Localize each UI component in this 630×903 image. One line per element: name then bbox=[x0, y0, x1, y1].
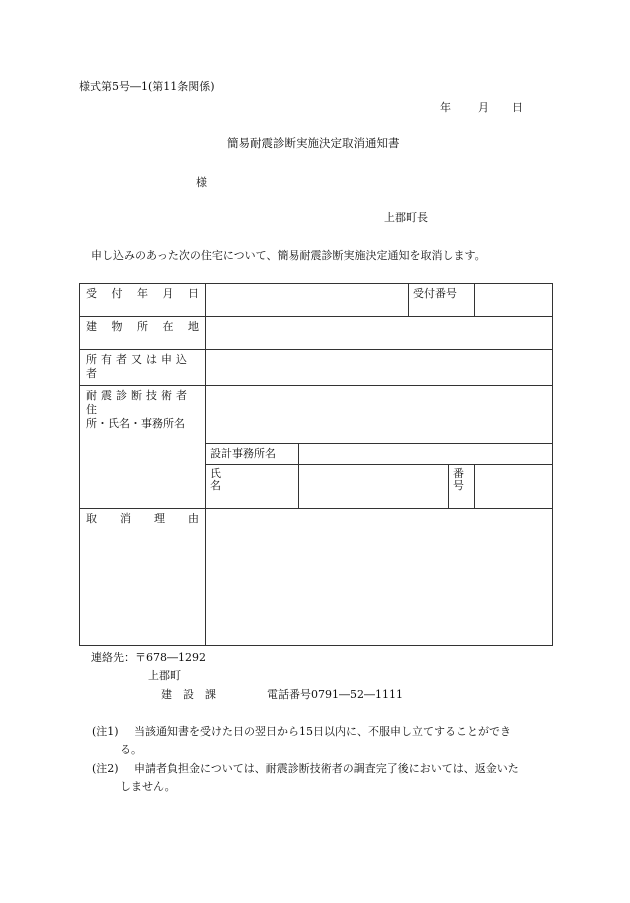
form-number: 様式第5号―1(第11条関係) bbox=[79, 80, 215, 93]
cancel-reason-label-cell bbox=[80, 509, 206, 646]
engineer-address-field[interactable] bbox=[206, 386, 553, 444]
receipt-date-label-char: 付 bbox=[111, 287, 123, 300]
cancel-reason-field[interactable] bbox=[206, 509, 553, 646]
design-office-field[interactable] bbox=[299, 444, 553, 465]
engineer-label-line1: 耐震診断技術者住 bbox=[86, 389, 191, 416]
name-label-char: 氏 bbox=[210, 467, 221, 480]
note-2-line1: 申請者負担金については、耐震診断技術者の調査完了後においては、返金いた bbox=[134, 762, 519, 775]
cancel-reason-label-char: 取 bbox=[86, 512, 97, 525]
engineer-label-cell bbox=[80, 386, 206, 509]
number-label-char: 号 bbox=[453, 479, 465, 492]
number-label-char: 番 bbox=[453, 467, 465, 480]
receipt-date-label-char: 年 bbox=[137, 287, 148, 300]
building-location-field[interactable] bbox=[206, 317, 553, 350]
building-location-label-cell bbox=[80, 317, 206, 350]
contact-department: 建 設 課 bbox=[161, 688, 216, 701]
cancel-reason-label-char: 理 bbox=[154, 512, 165, 525]
notification-form-table bbox=[79, 283, 553, 646]
engineer-label-line2: 所・氏名・事務所名 bbox=[86, 417, 185, 430]
note-1-line2: る。 bbox=[120, 743, 142, 756]
receipt-number-field[interactable] bbox=[475, 284, 553, 317]
contact-label: 連絡先：〒678―1292 bbox=[91, 651, 206, 664]
body-text: 申し込みのあった次の住宅について、簡易耐震診断実施決定通知を取消します。 bbox=[91, 249, 486, 262]
owner-label: 所有者又は申込者 bbox=[80, 350, 206, 386]
note-1-marker: (注1) bbox=[92, 725, 119, 738]
receipt-date-field[interactable] bbox=[206, 284, 409, 317]
cancel-reason-label-char: 消 bbox=[120, 512, 131, 525]
engineer-name-label-cell bbox=[206, 465, 299, 509]
receipt-date-label-char: 日 bbox=[188, 287, 199, 300]
building-location-label-char: 物 bbox=[111, 320, 123, 333]
receipt-date-label-char: 受 bbox=[86, 287, 97, 300]
note-2-line2: しません。 bbox=[120, 780, 176, 793]
receipt-date-label-cell bbox=[80, 284, 206, 317]
engineer-number-field[interactable] bbox=[475, 465, 553, 509]
name-label-char: 名 bbox=[210, 479, 221, 492]
date-year-label: 年 bbox=[440, 101, 451, 114]
cancel-reason-label-char: 由 bbox=[188, 512, 199, 525]
engineer-name-field[interactable] bbox=[299, 465, 449, 509]
design-office-label: 設計事務所名 bbox=[206, 444, 299, 465]
owner-field[interactable] bbox=[206, 350, 553, 386]
issuer-name: 上郡町長 bbox=[384, 211, 428, 224]
document-title: 簡易耐震診断実施決定取消通知書 bbox=[227, 136, 400, 150]
receipt-number-label: 受付番号 bbox=[409, 284, 475, 317]
building-location-label-char: 建 bbox=[86, 320, 97, 333]
receipt-date-label-char: 月 bbox=[162, 287, 174, 300]
note-2-marker: (注2) bbox=[92, 762, 119, 775]
addressee-suffix: 様 bbox=[196, 176, 207, 189]
building-location-label-char: 地 bbox=[188, 320, 199, 333]
building-location-label-char: 在 bbox=[162, 320, 174, 333]
date-day-label: 日 bbox=[512, 101, 523, 114]
contact-phone: 電話番号0791―52―1111 bbox=[267, 688, 403, 701]
date-month-label: 月 bbox=[478, 101, 489, 114]
note-1-line1: 当該通知書を受けた日の翌日から15日以内に、不服申し立てすることができ bbox=[134, 725, 511, 738]
engineer-number-label-cell bbox=[449, 465, 475, 509]
building-location-label-char: 所 bbox=[137, 320, 148, 333]
contact-town: 上郡町 bbox=[148, 669, 181, 682]
